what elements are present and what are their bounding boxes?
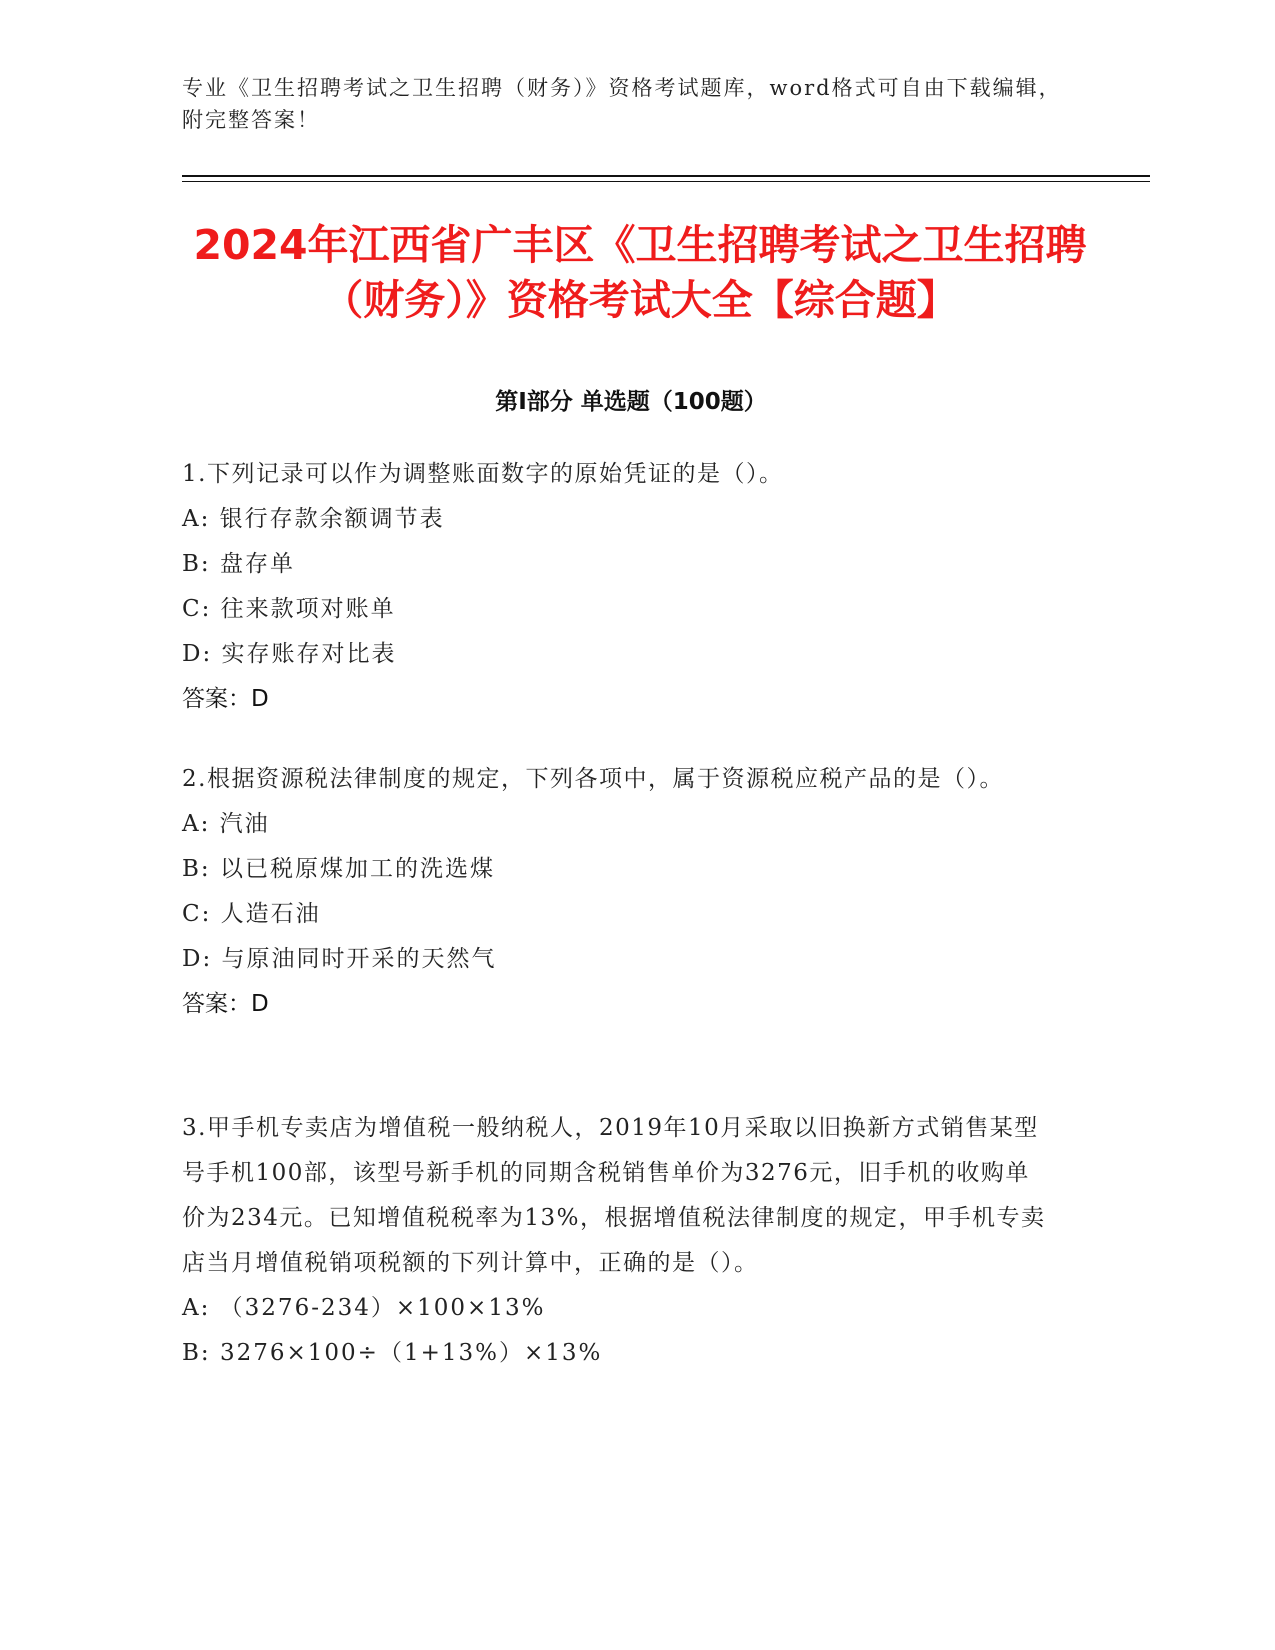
question-stem: 2.根据资源税法律制度的规定，下列各项中，属于资源税应税产品的是（）。 (182, 766, 1004, 792)
question-1 (182, 452, 1052, 722)
option-a: A: 汽油 (182, 811, 270, 837)
question-stem: 1.下列记录可以作为调整账面数字的原始凭证的是（）。 (182, 461, 784, 487)
header-divider-thin (182, 181, 1150, 182)
question-3 (182, 1106, 1052, 1376)
option-d: D: 实存账存对比表 (182, 641, 397, 667)
section-heading: 第Ⅰ部分 单选题（100题） (495, 389, 767, 415)
option-c: C: 人造石油 (182, 901, 321, 927)
option-b: B: 3276×100÷（1+13%）×13% (182, 1340, 603, 1366)
question-2 (182, 757, 1052, 1027)
question-stem: 3.甲手机专卖店为增值税一般纳税人，2019年10月采取以旧换新方式销售某型号手机100部，该型号新手机的同期含税销售单价为3276元，旧手机的收购单价为234元。已知增值税税率为13%，根据增值税法律制度的规定，甲手机专卖店当月增值税销项税额的下列计算中，正确的是（）。 (182, 1115, 1046, 1276)
page-header: 专业《卫生招聘考试之卫生招聘（财务）》资格考试题库，word格式可自由下载编辑，附完整答案！ (182, 76, 1062, 132)
option-b: B: 盘存单 (182, 551, 295, 577)
option-d: D: 与原油同时开采的天然气 (182, 946, 497, 972)
option-a: A: 银行存款余额调节表 (182, 506, 445, 532)
option-c: C: 往来款项对账单 (182, 596, 396, 622)
option-b: B: 以已税原煤加工的洗选煤 (182, 856, 495, 882)
header-divider-thick (182, 175, 1150, 177)
answer-line: 答案：D (182, 991, 269, 1017)
document-title: 2024年江西省广丰区《卫生招聘考试之卫生招聘（财务）》资格考试大全【综合题】 (193, 221, 1087, 324)
answer-line: 答案：D (182, 686, 269, 712)
option-a: A: （3276-234）×100×13% (182, 1295, 546, 1321)
